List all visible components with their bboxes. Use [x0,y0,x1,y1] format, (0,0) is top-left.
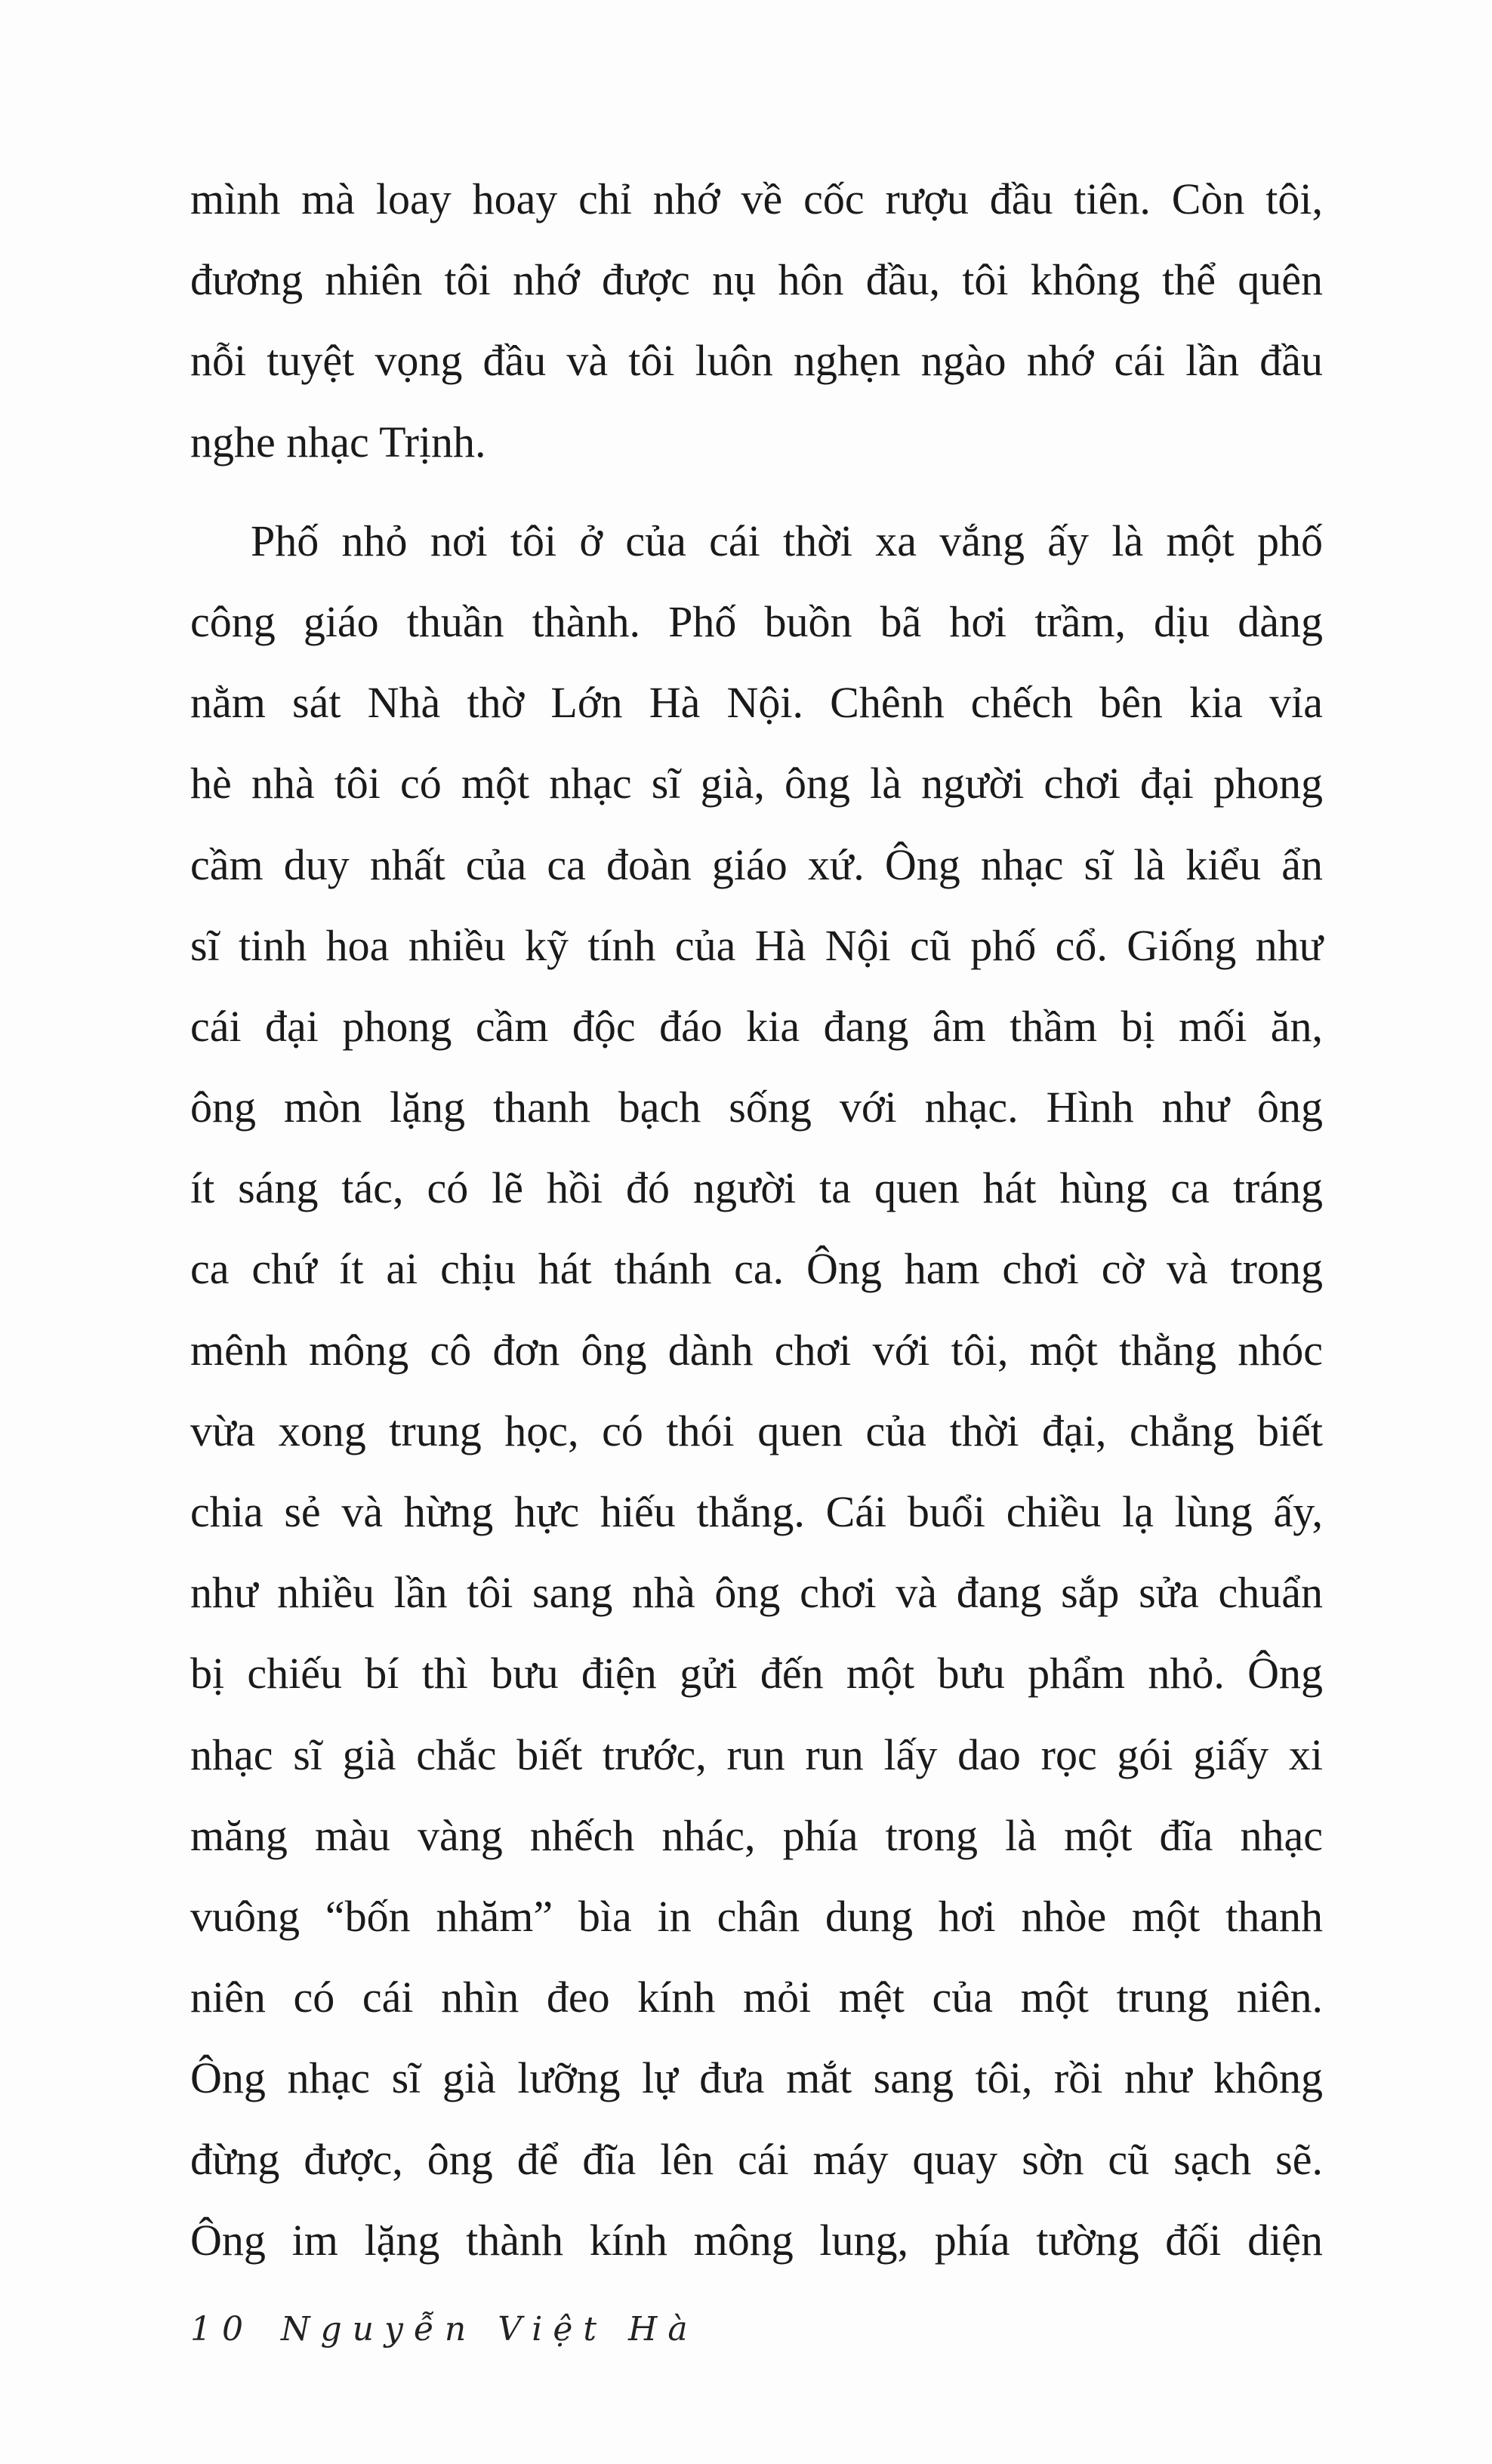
paragraph-gap [190,482,1323,500]
text-line: cái đại phong cầm độc đáo kia đang âm thầm bị mối ăn, [190,1001,1323,1051]
text-line: ông mòn lặng thanh bạch sống với nhạc. Hình như ông [190,1083,1323,1132]
text-line: như nhiều lần tôi sang nhà ông chơi và đang sắp sửa chuẩn [190,1568,1323,1618]
text-line: nằm sát Nhà thờ Lớn Hà Nội. Chênh chếch bên kia vỉa [190,678,1323,728]
text-line: nỗi tuyệt vọng đầu và tôi luôn nghẹn ngào nhớ cái lần đầu [190,336,1323,386]
text-line: măng màu vàng nhếch nhác, phía trong là một đĩa nhạc [190,1810,1323,1860]
text-line: Ông nhạc sĩ già lưỡng lự đưa mắt sang tôi, rồi như không [190,2053,1323,2103]
text-line: Phố nhỏ nơi tôi ở của cái thời xa vắng ấy là một phố [251,516,1323,565]
body-text [190,159,1323,2281]
text-line: ít sáng tác, có lẽ hồi đó người ta quen hát hùng ca tráng [190,1163,1323,1213]
text-line: hè nhà tôi có một nhạc sĩ già, ông là người chơi đại phong [190,759,1323,808]
text-line: cầm duy nhất của ca đoàn giáo xứ. Ông nhạc sĩ là kiểu ẩn [190,839,1323,889]
text-line: mình mà loay hoay chỉ nhớ về cốc rượu đầu tiên. Còn tôi, [190,174,1323,223]
text-line: bị chiếu bí thì bưu điện gửi đến một bưu phẩm nhỏ. Ông [190,1649,1323,1699]
page-footer [190,2310,698,2348]
text-line: đừng được, ông để đĩa lên cái máy quay sờn cũ sạch sẽ. [190,2134,1323,2184]
text-line: sĩ tinh hoa nhiều kỹ tính của Hà Nội cũ phố cổ. Giống như [190,920,1323,970]
text-line: mênh mông cô đơn ông dành chơi với tôi, một thằng nhóc [190,1325,1323,1375]
text-line: chia sẻ và hừng hực hiếu thắng. Cái buổi chiều lạ lùng ấy, [190,1487,1323,1536]
author-name: Nguyễn Việt Hà [281,2310,698,2348]
text-line: vừa xong trung học, có thói quen của thời đại, chẳng biết [190,1406,1323,1455]
text-line: niên có cái nhìn đeo kính mỏi mệt của một trung niên. [190,1973,1323,2022]
text-line: nhạc sĩ già chắc biết trước, run run lấy dao rọc gói giấy xi [190,1729,1323,1779]
text-line: đương nhiên tôi nhớ được nụ hôn đầu, tôi không thể quên [190,255,1323,305]
page-number: 10 [190,2310,254,2348]
text-line: nghe nhạc Trịnh. [190,417,486,467]
text-line: ca chứ ít ai chịu hát thánh ca. Ông ham chơi cờ và trong [190,1244,1323,1294]
text-line: công giáo thuần thành. Phố buồn bã hơi trầm, dịu dàng [190,596,1323,646]
text-line: Ông im lặng thành kính mông lung, phía tường đối diện [190,2215,1323,2265]
text-line: vuông “bốn nhăm” bìa in chân dung hơi nhòe một thanh [190,1891,1323,1941]
